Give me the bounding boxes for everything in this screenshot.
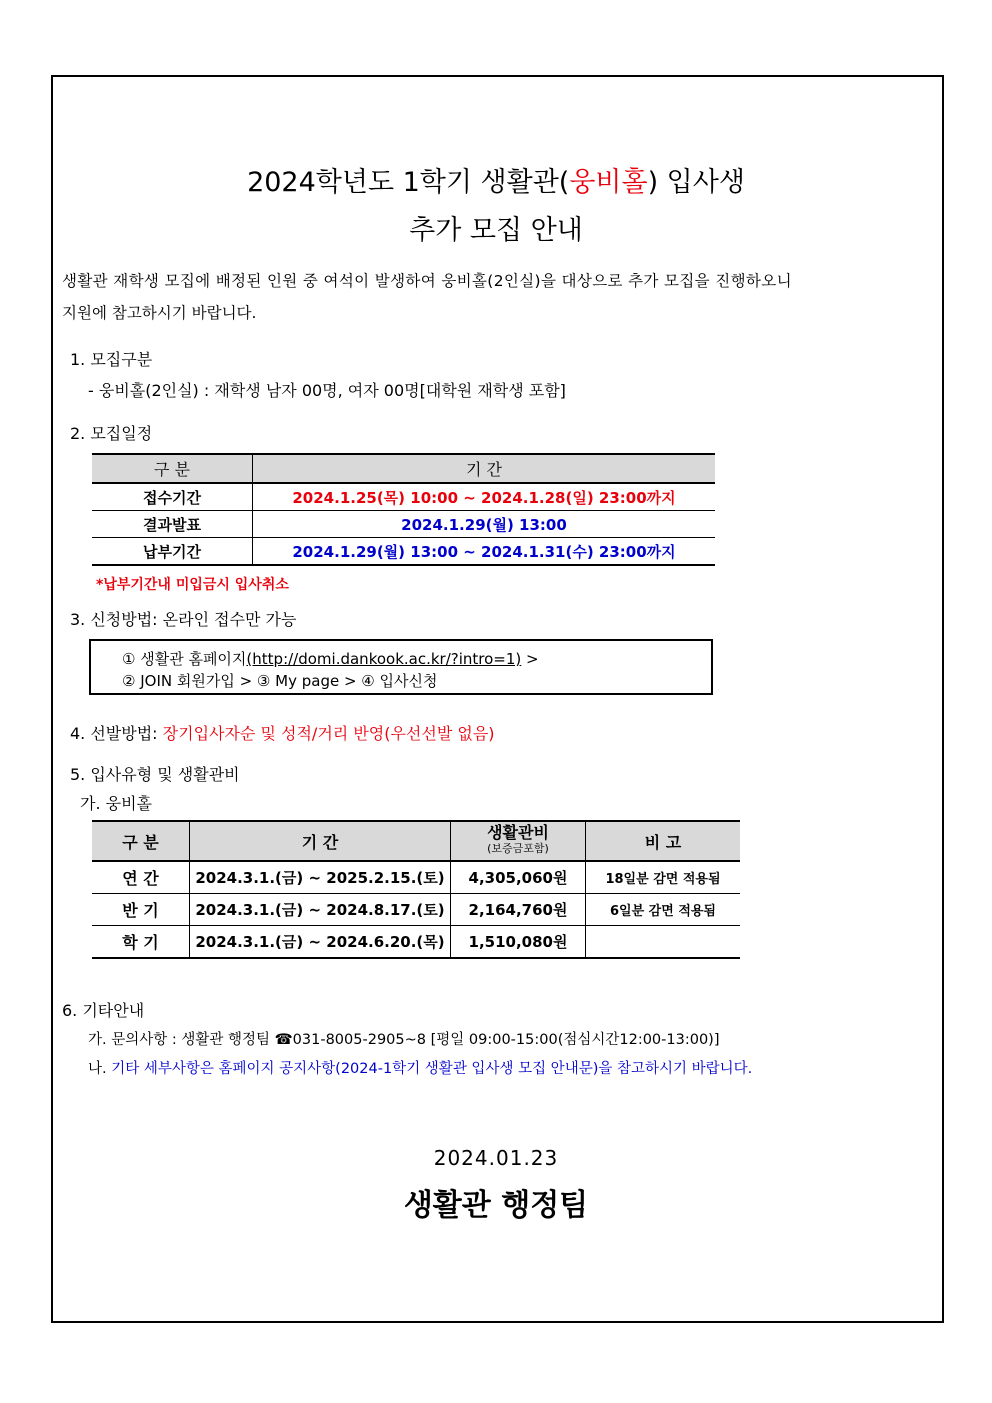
schedule-label: 접수기간 [92, 483, 253, 511]
title-prefix: 2024학년도 1학기 생활관( [247, 167, 570, 198]
fee-amount: 4,305,060원 [451, 861, 586, 894]
schedule-header-row [92, 454, 715, 483]
schedule-period: 2024.1.29(월) 13:00 ~ 2024.1.31(수) 23:00까지 [253, 538, 716, 566]
fee-type: 반 기 [92, 894, 190, 926]
table-row [92, 861, 740, 894]
fee-amount: 1,510,080원 [451, 926, 586, 959]
table-row [92, 483, 715, 511]
fee-period: 2024.3.1.(금) ~ 2025.2.15.(토) [190, 861, 451, 894]
section1-detail: - 웅비홀(2인실) : 재학생 남자 00명, 여자 00명[대학원 재학생 포함] [88, 381, 566, 400]
intro-line2: 지원에 참고하시기 바랍니다. [62, 304, 257, 322]
issuing-team: 생활관 행정팀 [403, 1188, 589, 1223]
fee-table [92, 820, 740, 959]
schedule-table [92, 453, 715, 566]
homepage-link[interactable]: (http://domi.dankook.ac.kr/?intro=1) [246, 650, 522, 668]
fee-header-note: 비 고 [586, 821, 741, 861]
other-info [88, 1057, 752, 1078]
section6-heading: 6. 기타안내 [62, 1001, 145, 1020]
section3-heading: 3. 신청방법: 온라인 접수만 가능 [70, 610, 297, 629]
fee-note: 18일분 감면 적용됨 [586, 861, 741, 894]
fee-header-fee [451, 821, 586, 861]
fee-type: 학 기 [92, 926, 190, 959]
section1-heading: 1. 모집구분 [70, 350, 153, 369]
schedule-period: 2024.1.29(월) 13:00 [253, 511, 716, 538]
schedule-header-period: 기 간 [253, 454, 716, 483]
table-row [92, 511, 715, 538]
fee-amount: 2,164,760원 [451, 894, 586, 926]
fee-period: 2024.3.1.(금) ~ 2024.8.17.(토) [190, 894, 451, 926]
step1-arrow: > [521, 650, 539, 668]
other-info-text: 기타 세부사항은 홈페이지 공지사항(2024-1학기 생활관 입사생 모집 안내문)을 참고하시기 바랍니다. [111, 1061, 753, 1077]
schedule-label: 결과발표 [92, 511, 253, 538]
section5-heading: 5. 입사유형 및 생활관비 [70, 765, 240, 784]
schedule-header-category: 구 분 [92, 454, 253, 483]
intro-line1: 생활관 재학생 모집에 배정된 인원 중 여석이 발생하여 웅비홀(2인실)을 대상으로 추가 모집을 진행하오니 [62, 272, 792, 290]
section4-label: 4. 선발방법: [70, 724, 163, 743]
fee-header-period: 기 간 [190, 821, 451, 861]
title-suffix: ) 입사생 [647, 167, 745, 198]
selection-method: 장기입사자순 및 성적/거리 반영(우선선발 없음) [162, 724, 495, 743]
step1-text: ① 생활관 홈페이지 [122, 650, 247, 668]
title-hall-name: 웅비홀 [569, 167, 648, 198]
payment-note: *납부기간내 미입금시 입사취소 [96, 577, 289, 593]
fee-header-deposit-note: (보증금포함) [487, 842, 549, 855]
application-step1 [122, 648, 539, 669]
title-line1 [0, 160, 992, 199]
table-row [92, 538, 715, 566]
table-row [92, 926, 740, 959]
application-step2: ② JOIN 회원가입 > ③ My page > ④ 입사신청 [122, 672, 438, 690]
fee-period: 2024.3.1.(금) ~ 2024.6.20.(목) [190, 926, 451, 959]
fee-header-type: 구 분 [92, 821, 190, 861]
schedule-period: 2024.1.25(목) 10:00 ~ 2024.1.28(일) 23:00까지 [253, 483, 716, 511]
title-line2: 추가 모집 안내 [409, 215, 583, 246]
section5-sub: 가. 웅비홀 [80, 794, 152, 813]
other-info-prefix: 나. [88, 1061, 112, 1077]
fee-note: 6일분 감면 적용됨 [586, 894, 741, 926]
fee-note [586, 926, 741, 959]
document-frame [51, 75, 944, 1323]
table-row [92, 894, 740, 926]
section4-heading [70, 721, 495, 744]
contact-info: 가. 문의사항 : 생활관 행정팀 ☎031-8005-2905~8 [평일 09:00-15:00(점심시간12:00-13:00)] [88, 1032, 720, 1048]
schedule-label: 납부기간 [92, 538, 253, 566]
fee-header-row [92, 821, 740, 861]
section2-heading: 2. 모집일정 [70, 424, 153, 443]
fee-type: 연 간 [92, 861, 190, 894]
fee-header-fee-label: 생활관비 [487, 823, 549, 842]
issue-date: 2024.01.23 [433, 1146, 559, 1170]
